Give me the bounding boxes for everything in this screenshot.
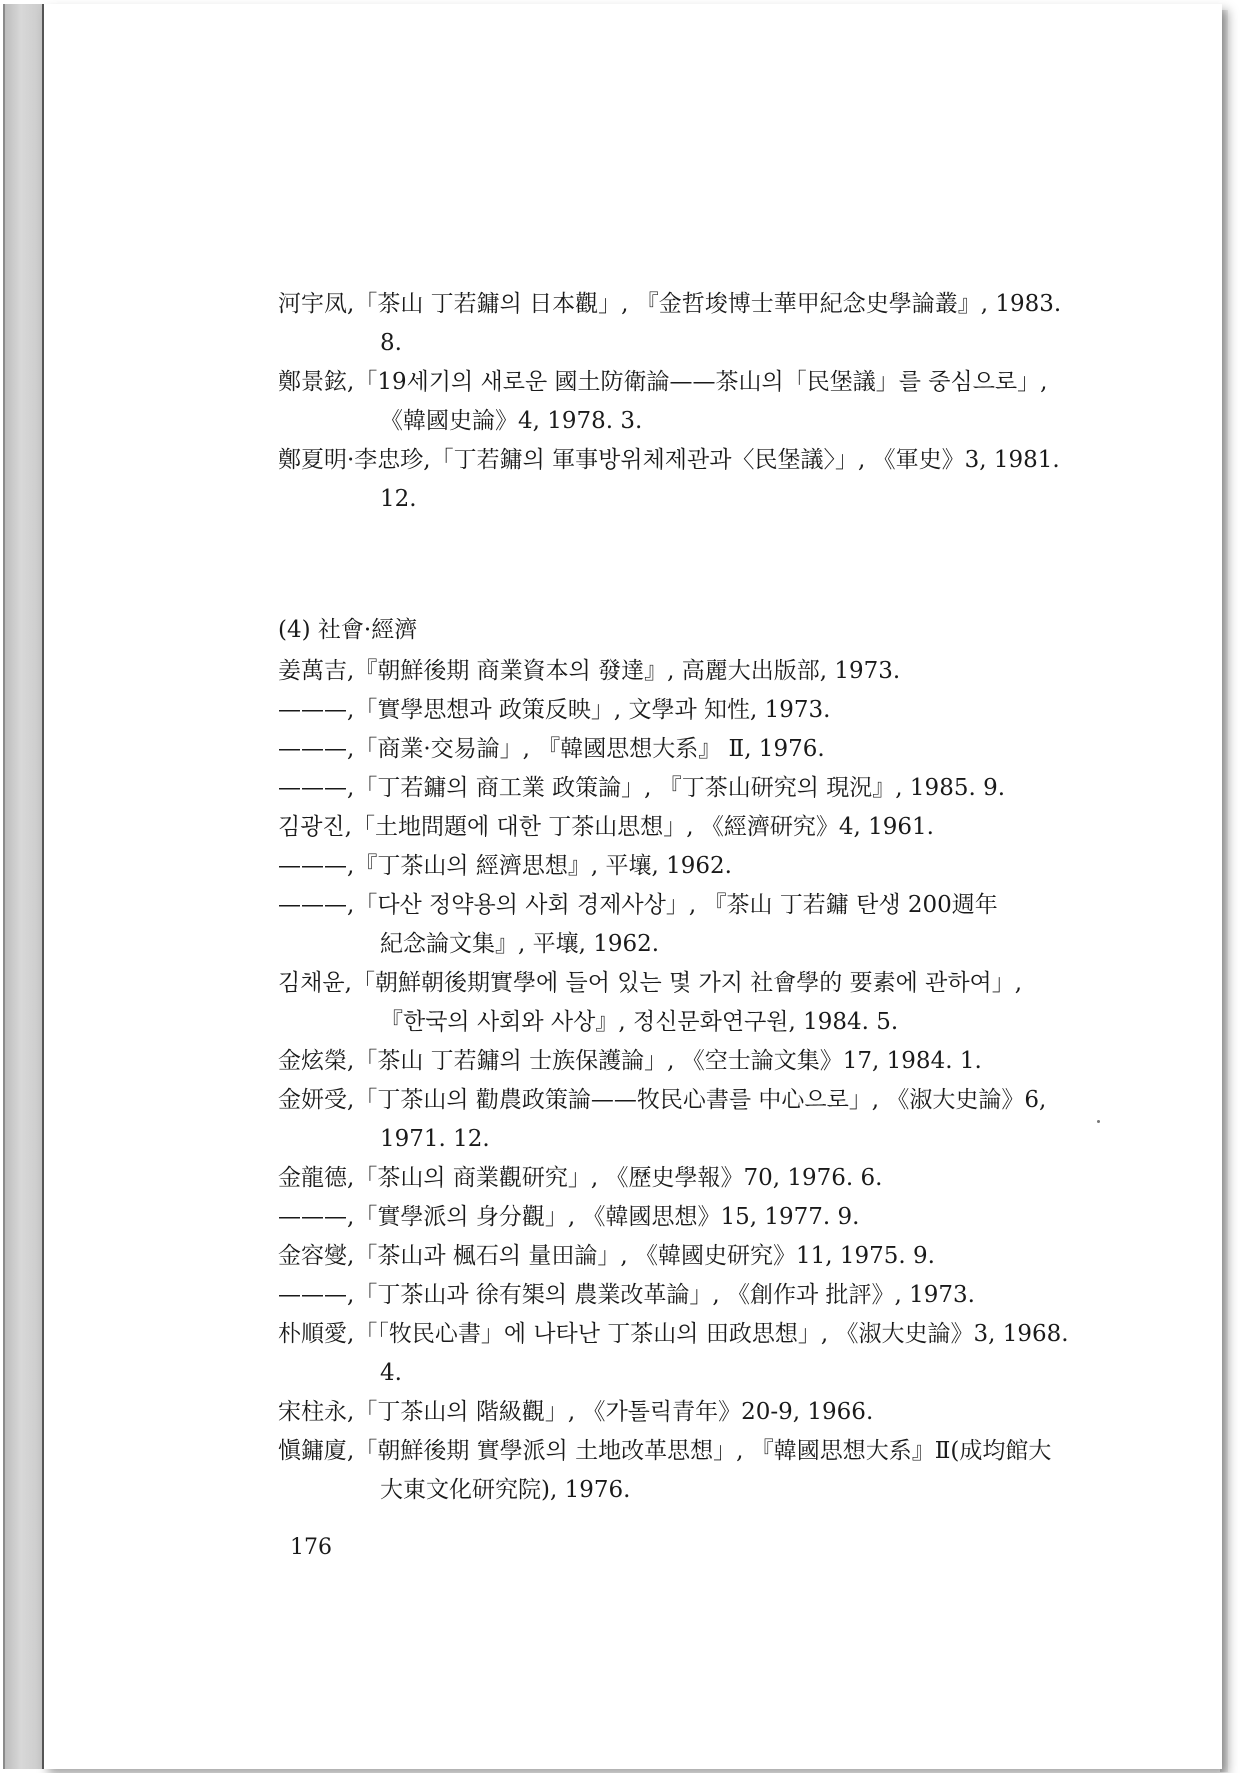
- bibliography-entry: [278, 730, 1088, 769]
- entry-author: ———,: [278, 736, 355, 762]
- entry-author: 朴順愛,: [278, 1321, 355, 1347]
- entry-author: 愼鏞廈,: [278, 1438, 355, 1464]
- bibliography-entry: [278, 285, 1088, 363]
- bibliography-entry: [278, 847, 1088, 886]
- bibliography-entry: [278, 652, 1088, 691]
- entry-text: 「商業·交易論」, 『韓國思想大系』 Ⅱ, 1976.: [354, 736, 825, 762]
- entry-text: 「丁茶山의 階級觀」, 《가톨릭青年》20-9, 1966.: [354, 1399, 874, 1425]
- entry-text: 「土地問題에 대한 丁茶山思想」, 《經濟研究》4, 1961.: [351, 814, 934, 840]
- entry-text: 「茶山 丁若鏞의 士族保護論」, 《空士論文集》17, 1984. 1.: [354, 1048, 982, 1074]
- entry-text: 「丁若鏞의 商工業 政策論」, 『丁茶山研究의 現況』, 1985. 9.: [354, 775, 1006, 801]
- entry-text: 「丁茶山과 徐有榘의 農業改革論」, 《創作과 批評》, 1973.: [354, 1282, 975, 1308]
- book-spine: [3, 4, 45, 1769]
- entry-author: ———,: [278, 697, 355, 723]
- entry-author: ———,: [278, 853, 355, 879]
- entry-author: ———,: [278, 892, 355, 918]
- bibliography-entry: [278, 1042, 1088, 1081]
- bibliography-entry: [278, 1081, 1088, 1159]
- entry-text: 「丁若鏞의 軍事방위체제관과〈民堡議〉」, 《軍史》3, 1981. 12.: [380, 447, 1060, 512]
- entry-text: 「茶山의 商業觀研究」, 《歷史學報》70, 1976. 6.: [354, 1165, 883, 1191]
- bibliography-entry: [278, 1276, 1088, 1315]
- entry-author: ———,: [278, 775, 355, 801]
- entry-text: 「19세기의 새로운 國土防衛論——茶山의「民堡議」를 중심으로」, 《韓國史論》4, 1978. 3.: [354, 369, 1048, 434]
- entry-author: 鄭景鉉,: [278, 369, 355, 395]
- bibliography-entry: [278, 691, 1088, 730]
- bibliography-entry: [278, 1432, 1088, 1510]
- entry-text: 「「牧民心書」에 나타난 丁茶山의 田政思想」, 《淑大史論》3, 1968. 4.: [354, 1321, 1069, 1386]
- entry-text: 「다산 정약용의 사회 경제사상」, 『茶山 丁若鏞 탄생 200週年 紀念論文集』, 平壤, 1962.: [354, 892, 998, 957]
- entry-author: 金龍德,: [278, 1165, 355, 1191]
- bibliography-entry: [278, 1237, 1088, 1276]
- scan-speck: [1097, 1120, 1100, 1123]
- entry-author: 宋柱永,: [278, 1399, 355, 1425]
- entry-author: ———,: [278, 1282, 355, 1308]
- entry-text: 「茶山 丁若鏞의 日本觀」, 『金哲埈博士華甲紀念史學論叢』, 1983. 8.: [354, 291, 1062, 356]
- bibliography-entry: [278, 1393, 1088, 1432]
- bibliography-entry: [278, 441, 1088, 519]
- bibliography-entry: [278, 769, 1088, 808]
- entry-author: 河宇凤,: [278, 291, 355, 317]
- entry-text: 「朝鮮後期 實學派의 土地改革思想」, 『韓國思想大系』Ⅱ(成均館大 大東文化研究院), 1976.: [354, 1438, 1052, 1503]
- bibliography-entry: [278, 964, 1088, 1042]
- bibliography-entry: [278, 1198, 1088, 1237]
- entry-author: 鄭夏明·李忠珍,: [278, 447, 431, 473]
- entry-author: 金妍受,: [278, 1087, 355, 1113]
- entry-text: 「茶山과 楓石의 量田論」, 《韓國史研究》11, 1975. 9.: [354, 1243, 935, 1269]
- bibliography-entry: [278, 1159, 1088, 1198]
- entry-author: 金炫榮,: [278, 1048, 355, 1074]
- entry-text: 「實學派의 身分觀」, 《韓國思想》15, 1977. 9.: [354, 1204, 860, 1230]
- entry-author: 김채윤,: [278, 970, 352, 996]
- entry-author: 姜萬吉,: [278, 658, 355, 684]
- entry-author: ———,: [278, 1204, 355, 1230]
- bibliography-content: [278, 285, 1088, 1510]
- entry-text: 「實學思想과 政策反映」, 文學과 知性, 1973.: [354, 697, 831, 723]
- entry-text: 「朝鮮朝後期實學에 들어 있는 몇 가지 社會學的 要素에 관하여」, 『한국의 사회와 사상』, 정신문화연구원, 1984. 5.: [351, 970, 1023, 1035]
- entry-text: 『丁茶山의 經濟思想』, 平壤, 1962.: [354, 853, 732, 879]
- entry-author: 김광진,: [278, 814, 352, 840]
- page-number: 176: [290, 1535, 332, 1560]
- bibliography-entry: [278, 808, 1088, 847]
- entry-author: 金容燮,: [278, 1243, 355, 1269]
- bibliography-entry: [278, 1315, 1088, 1393]
- section-title: (4) 社會·經濟: [278, 617, 418, 643]
- entry-text: 「丁茶山의 勸農政策論——牧民心書를 中心으로」, 《淑大史論》6, 1971. 12.: [354, 1087, 1047, 1152]
- entry-text: 『朝鮮後期 商業資本의 發達』, 高麗大出版部, 1973.: [354, 658, 901, 684]
- bibliography-entry: [278, 886, 1088, 964]
- bibliography-entry: [278, 363, 1088, 441]
